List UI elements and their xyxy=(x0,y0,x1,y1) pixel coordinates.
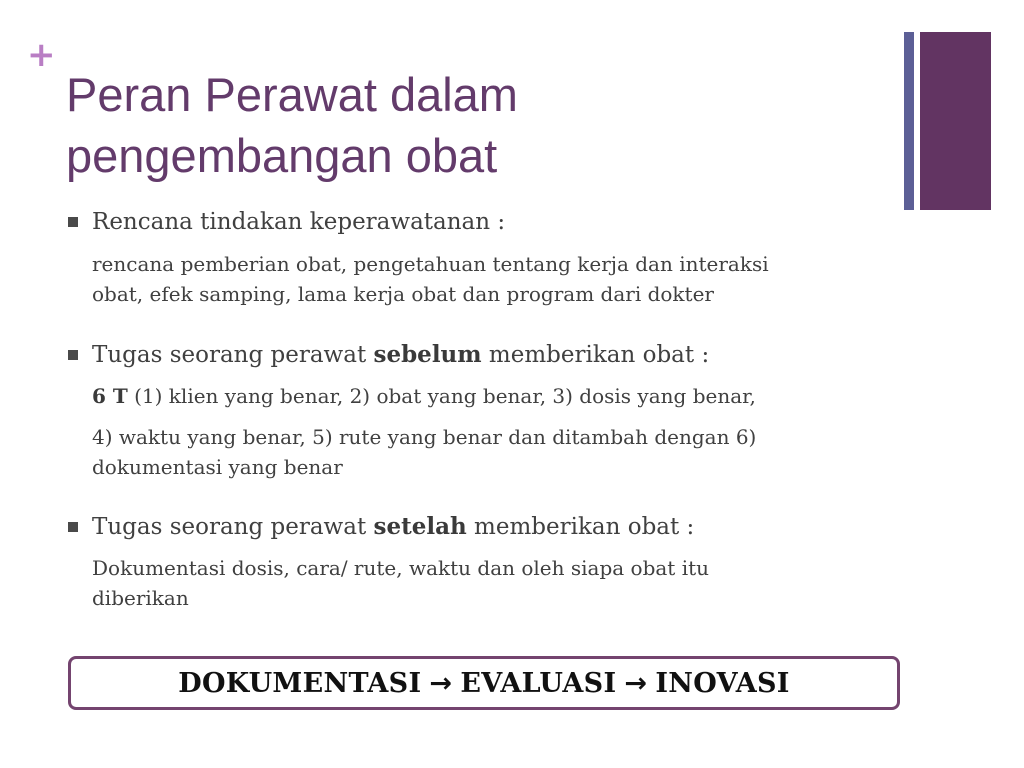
detail-line: rencana pemberian obat, pengetahuan tentang kerja dan interaksi xyxy=(92,252,769,276)
arrow-right-icon: → xyxy=(624,667,648,699)
bullet-square-icon xyxy=(68,522,78,532)
label-emphasis: sebelum xyxy=(373,341,482,368)
bullet-label xyxy=(92,513,888,541)
label-emphasis: setelah xyxy=(373,513,467,540)
detail-line: 4) waktu yang benar, 5) rute yang benar dan ditambah dengan 6) xyxy=(92,425,757,449)
detail-line: Dokumentasi dosis, cara/ rute, waktu dan oleh siapa obat itu xyxy=(92,556,710,580)
bullet-label: Rencana tindakan keperawatanan : xyxy=(92,209,506,235)
banner-item: EVALUASI xyxy=(460,667,617,699)
label-text: memberikan obat : xyxy=(466,514,695,540)
decorative-block xyxy=(920,32,991,210)
detail-line: obat, efek samping, lama kerja obat dan program dari dokter xyxy=(92,282,714,306)
bullet-setelah-detail xyxy=(92,553,892,613)
label-text: Tugas seorang perawat xyxy=(92,514,374,540)
title-line-1: Peran Perawat dalam xyxy=(66,68,518,121)
detail-line: diberikan xyxy=(92,586,189,610)
banner-item: INOVASI xyxy=(655,667,790,699)
detail-emphasis: 6 T xyxy=(92,384,128,408)
bullet-label xyxy=(92,341,888,369)
detail-text: (1) klien yang benar, 2) obat yang benar, 3) dosis yang benar, xyxy=(127,384,756,408)
bullet-sebelum-detail xyxy=(92,381,892,482)
bullet-sebelum xyxy=(68,341,888,369)
detail-line: dokumentasi yang benar xyxy=(92,455,343,479)
bullet-square-icon xyxy=(68,217,78,227)
arrow-right-icon: → xyxy=(429,667,453,699)
slide-title xyxy=(66,64,866,186)
title-line-2: pengembangan obat xyxy=(66,129,498,182)
bullet-setelah xyxy=(68,513,888,541)
summary-banner xyxy=(68,656,900,710)
label-text: Tugas seorang perawat xyxy=(92,342,374,368)
bullet-square-icon xyxy=(68,350,78,360)
bullet-rencana xyxy=(68,208,888,236)
plus-icon: + xyxy=(27,35,56,75)
banner-item: DOKUMENTASI xyxy=(178,667,422,699)
decorative-thin-bar xyxy=(904,32,914,210)
bullet-rencana-detail xyxy=(92,249,892,309)
detail-line xyxy=(92,381,892,411)
label-text: memberikan obat : xyxy=(481,342,710,368)
